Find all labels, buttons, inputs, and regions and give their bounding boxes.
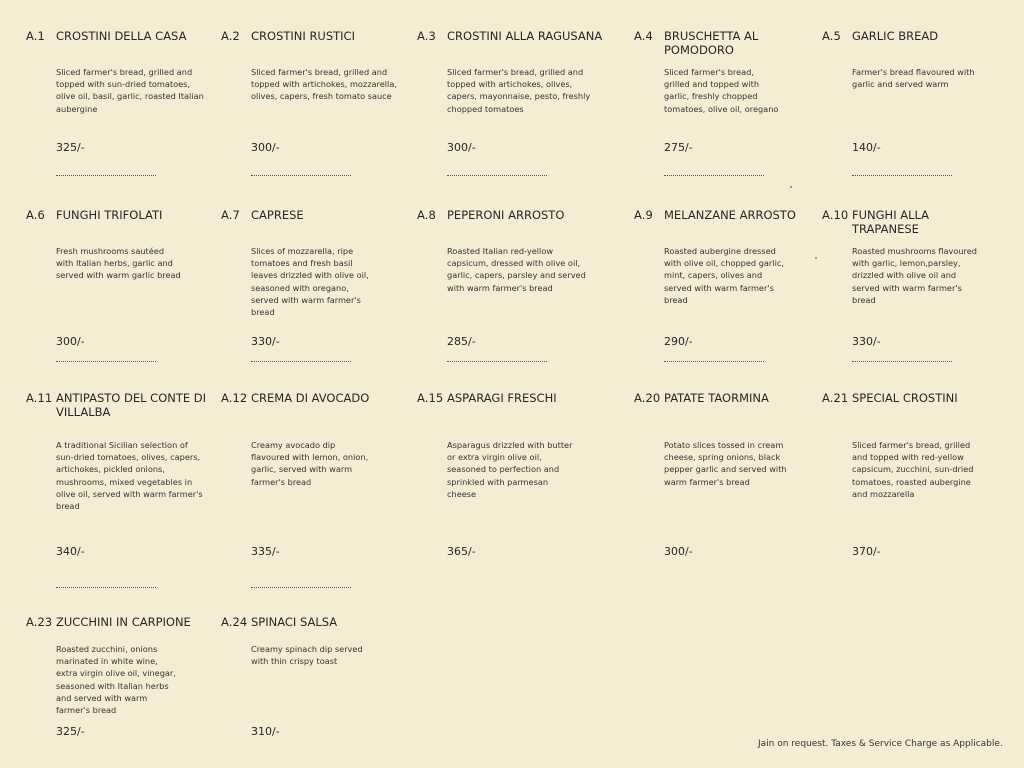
item-code: A.7	[221, 208, 240, 222]
item-price: 370/-	[852, 545, 881, 558]
item-description: Creamy spinach dip served with thin crispy toast	[251, 644, 363, 667]
item-divider	[251, 361, 351, 362]
item-price: 300/-	[664, 545, 693, 558]
item-divider	[664, 361, 764, 362]
item-divider	[56, 175, 156, 176]
item-code: A.1	[26, 29, 45, 43]
item-divider	[251, 175, 351, 176]
item-name: BRUSCHETTA AL POMODORO	[664, 29, 759, 57]
item-price: 300/-	[251, 141, 280, 154]
item-code: A.5	[822, 29, 841, 43]
item-description: Roasted aubergine dressed with olive oil, chopped garlic, mint, capers, olives and served with warm farmer's bread	[664, 246, 784, 305]
item-divider	[56, 587, 156, 588]
item-code: A.10	[822, 208, 849, 222]
item-price: 140/-	[852, 141, 881, 154]
item-price: 325/-	[56, 725, 85, 738]
item-price: 300/-	[56, 335, 85, 348]
item-description: Sliced farmer's bread, grilled and topped with artichokes, mozzarella, olives, capers, fresh tomato sauce	[251, 67, 397, 102]
item-description: Potato slices tossed in cream cheese, spring onions, black pepper garlic and served with warm farmer's bread	[664, 440, 787, 487]
item-divider	[852, 175, 952, 176]
item-code: A.24	[221, 615, 248, 629]
item-name: SPINACI SALSA	[251, 615, 338, 629]
item-name: PATATE TAORMINA	[664, 391, 769, 405]
item-price: 340/-	[56, 545, 85, 558]
item-description: Fresh mushrooms sautéed with Italian herbs, garlic and served with warm garlic bread	[56, 246, 181, 281]
item-price: 300/-	[447, 141, 476, 154]
item-price: 325/-	[56, 141, 85, 154]
item-code: A.11	[26, 391, 53, 405]
item-divider	[56, 361, 156, 362]
item-description: Farmer's bread flavoured with garlic and served warm	[852, 67, 975, 90]
item-code: A.21	[822, 391, 849, 405]
item-description: Roasted zucchini, onions marinated in white wine, extra virgin olive oil, vinegar, seasoned with Italian herbs and served with warm farmer's bread	[56, 644, 176, 716]
item-name: ANTIPASTO DEL CONTE DI VILLALBA	[56, 391, 207, 419]
item-description: Creamy avocado dip flavoured with lemon, onion, garlic, served with warm farmer's bread	[251, 440, 369, 487]
item-price: 285/-	[447, 335, 476, 348]
item-code: A.20	[634, 391, 661, 405]
item-description: Slices of mozzarella, ripe tomatoes and fresh basil leaves drizzled with olive oil, seasoned with oregano, served with warm farmer's bread	[251, 246, 369, 318]
item-description: Roasted Italian red-yellow capsicum, dressed with olive oil, garlic, capers, parsley and served with warm farmer's bread	[447, 246, 586, 293]
item-code: A.4	[634, 29, 653, 43]
item-code: A.15	[417, 391, 444, 405]
item-code: A.3	[417, 29, 436, 43]
item-price: 365/-	[447, 545, 476, 558]
item-description: Sliced farmer's bread, grilled and topped with artichokes, olives, capers, mayonnaise, pesto, freshly chopped tomatoes	[447, 67, 591, 114]
item-name: CROSTINI RUSTICI	[251, 29, 355, 43]
print-speck	[790, 186, 792, 188]
item-code: A.9	[634, 208, 653, 222]
item-price: 275/-	[664, 141, 693, 154]
item-description: Asparagus drizzled with butter or extra virgin olive oil, seasoned to perfection and sprinkled with parmesan cheese	[447, 440, 573, 499]
item-name: CREMA DI AVOCADO	[251, 391, 370, 405]
item-divider	[664, 175, 764, 176]
footer-note: Jain on request. Taxes & Service Charge as Applicable.	[758, 739, 1003, 749]
item-name: ZUCCHINI IN CARPIONE	[56, 615, 191, 629]
item-name: FUNGHI TRIFOLATI	[56, 208, 163, 222]
item-code: A.23	[26, 615, 53, 629]
item-name: SPECIAL CROSTINI	[852, 391, 958, 405]
print-speck	[815, 257, 817, 259]
item-name: PEPERONI ARROSTO	[447, 208, 565, 222]
item-divider	[852, 361, 952, 362]
item-description: Roasted mushrooms flavoured with garlic, lemon,parsley, drizzled with olive oil and served with warm farmer's bread	[852, 246, 977, 305]
item-name: CROSTINI DELLA CASA	[56, 29, 187, 43]
item-code: A.2	[221, 29, 240, 43]
item-price: 330/-	[852, 335, 881, 348]
item-description: Sliced farmer's bread, grilled and topped with garlic, freshly chopped tomatoes, olive oil, oregano	[664, 67, 779, 114]
item-divider	[251, 587, 351, 588]
item-price: 335/-	[251, 545, 280, 558]
item-name: GARLIC BREAD	[852, 29, 939, 43]
item-code: A.8	[417, 208, 436, 222]
item-price: 330/-	[251, 335, 280, 348]
item-name: MELANZANE ARROSTO	[664, 208, 796, 222]
item-divider	[447, 361, 547, 362]
item-name: ASPARAGI FRESCHI	[447, 391, 557, 405]
item-name: CAPRESE	[251, 208, 304, 222]
item-price: 310/-	[251, 725, 280, 738]
item-code: A.6	[26, 208, 45, 222]
item-name: FUNGHI ALLA TRAPANESE	[852, 208, 930, 236]
item-description: Sliced farmer's bread, grilled and topped with sun-dried tomatoes, olive oil, basil, garlic, roasted Italian aubergine	[56, 67, 204, 114]
item-description: Sliced farmer's bread, grilled and topped with red-yellow capsicum, zucchini, sun-dried tomatoes, roasted aubergine and mozzarella	[852, 440, 974, 499]
item-divider	[447, 175, 547, 176]
item-description: A traditional Sicilian selection of sun-dried tomatoes, olives, capers, artichokes, pickled onions, mushrooms, mixed vegetables in olive oil, served with warm farmer's bread	[56, 440, 203, 512]
item-name: CROSTINI ALLA RAGUSANA	[447, 29, 603, 43]
item-code: A.12	[221, 391, 248, 405]
item-price: 290/-	[664, 335, 693, 348]
